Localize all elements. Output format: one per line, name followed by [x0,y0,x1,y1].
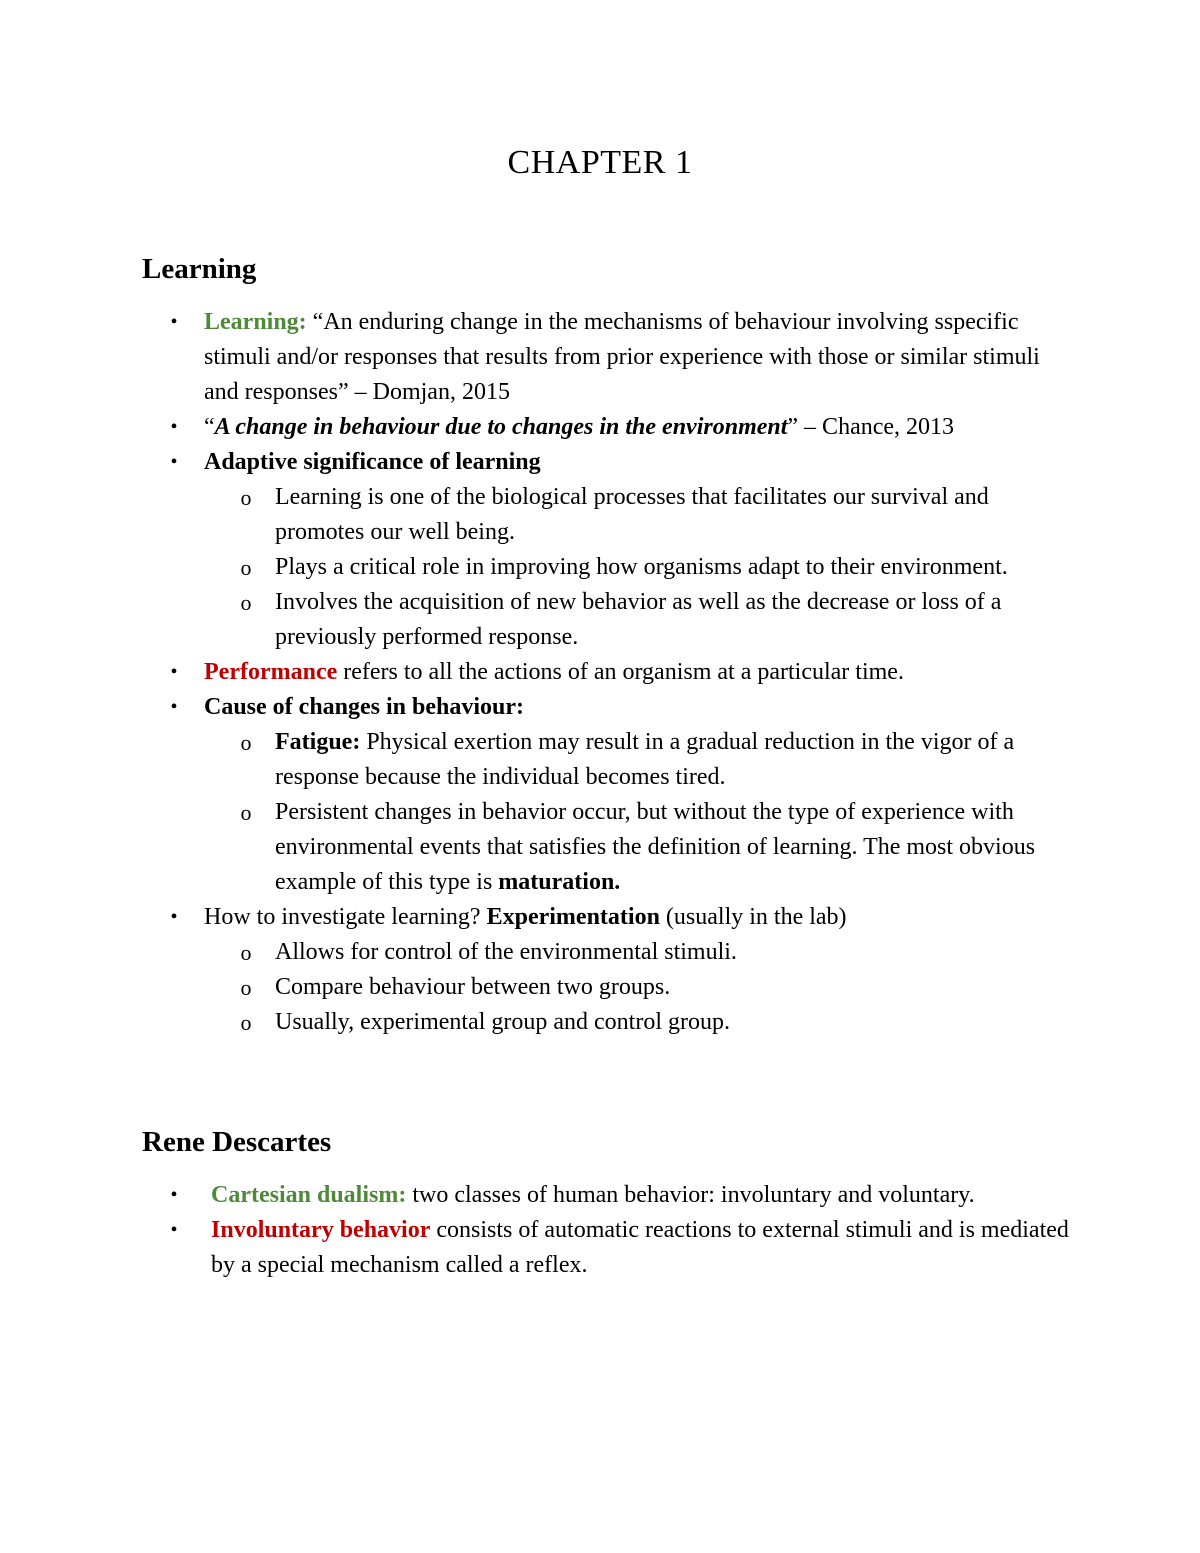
sub-bullet-icon: o [240,485,252,510]
sub-bullet-icon: o [240,730,252,755]
list-item-performance [0,655,1074,690]
performance-text: refers to all the actions of an organism at a particular time. [337,659,904,685]
bullet-icon: • [170,696,178,718]
descartes-list [0,1178,1200,1283]
term-cartesian-dualism: Cartesian dualism: [211,1182,407,1208]
bullet-icon: • [170,906,178,928]
term-fatigue: Fatigue: [275,729,361,755]
section-heading-rene-descartes: Rene Descartes [142,1126,332,1158]
cartesian-dualism-text: two classes of human behavior: involuntary and voluntary. [406,1182,975,1208]
bullet-icon: • [170,1219,178,1241]
bullet-icon: • [170,451,178,473]
sub-item-text: Usually, experimental group and control group. [275,1009,730,1035]
list-item-involuntary-behavior [0,1213,1071,1283]
sub-bullet-icon: o [240,975,252,1000]
sub-bullet-icon: o [240,555,252,580]
sub-item-text: Compare behaviour between two groups. [275,974,671,1000]
sub-list-item [0,1005,1075,1040]
sub-item-text: Allows for control of the environmental stimuli. [275,939,737,965]
sub-list-item [0,480,1075,550]
maturation-text: Persistent changes in behavior occur, but without the type of experience with environmental events that satisfies the definition of learning. The most obvious example of this type is [275,799,1036,895]
list-item-investigate-learning [0,900,1074,935]
bullet-icon: • [170,416,178,438]
quote-open: “ [204,414,215,440]
quote-italic: A change in behaviour due to changes in the environment [214,414,788,440]
sub-list-item-maturation [0,795,1075,900]
fatigue-text: Physical exertion may result in a gradual reduction in the vigor of a response because the individual becomes tired. [275,729,1015,790]
term-experimentation: Experimentation [486,904,660,930]
sub-list-item [0,550,1075,585]
sub-item-text: Involves the acquisition of new behavior as well as the decrease or loss of a previously performed response. [275,589,1002,650]
definition-text: “An enduring change in the mechanisms of behaviour involving sspecific stimuli and/or responses that results from prior experience with those or similar stimuli and responses” – Domjan, 2015 [204,309,1040,405]
list-item-cause-of-changes [0,690,1074,725]
section-heading-learning: Learning [142,253,257,285]
list-item-cartesian-dualism [0,1178,1071,1213]
list-item-learning-definition [0,305,1074,410]
sub-bullet-icon: o [240,800,252,825]
sub-bullet-icon: o [240,1010,252,1035]
investigate-text: How to investigate learning? [204,904,487,930]
term-learning: Learning: [204,309,307,335]
sub-list-item [0,585,1075,655]
sub-list-item [0,935,1075,970]
cause-of-changes-heading: Cause of changes in behaviour: [204,694,525,720]
bullet-icon: • [170,311,178,333]
adaptive-significance-heading: Adaptive significance of learning [204,449,541,475]
sub-list-item [0,970,1075,1005]
investigate-text-end: (usually in the lab) [659,904,847,930]
term-involuntary-behavior: Involuntary behavior [211,1217,431,1243]
learning-list [0,305,1200,1040]
bullet-icon: • [170,1184,178,1206]
sub-bullet-icon: o [240,590,252,615]
sub-item-text: Learning is one of the biological processes that facilitates our survival and promotes our well being. [275,484,989,545]
page-title: CHAPTER 1 [507,144,693,181]
involuntary-behavior-text: consists of automatic reactions to external stimuli and is mediated by a special mechanism called a reflex. [211,1217,1069,1278]
list-item-adaptive-significance [0,445,1074,480]
sub-list-item-fatigue [0,725,1075,795]
sub-bullet-icon: o [240,940,252,965]
sub-item-text: Plays a critical role in improving how organisms adapt to their environment. [275,554,1008,580]
list-item-chance-quote [0,410,1074,445]
bullet-icon: • [170,661,178,683]
quote-citation: ” – Chance, 2013 [787,414,955,440]
term-performance: Performance [204,659,338,685]
term-maturation: maturation. [498,869,621,895]
